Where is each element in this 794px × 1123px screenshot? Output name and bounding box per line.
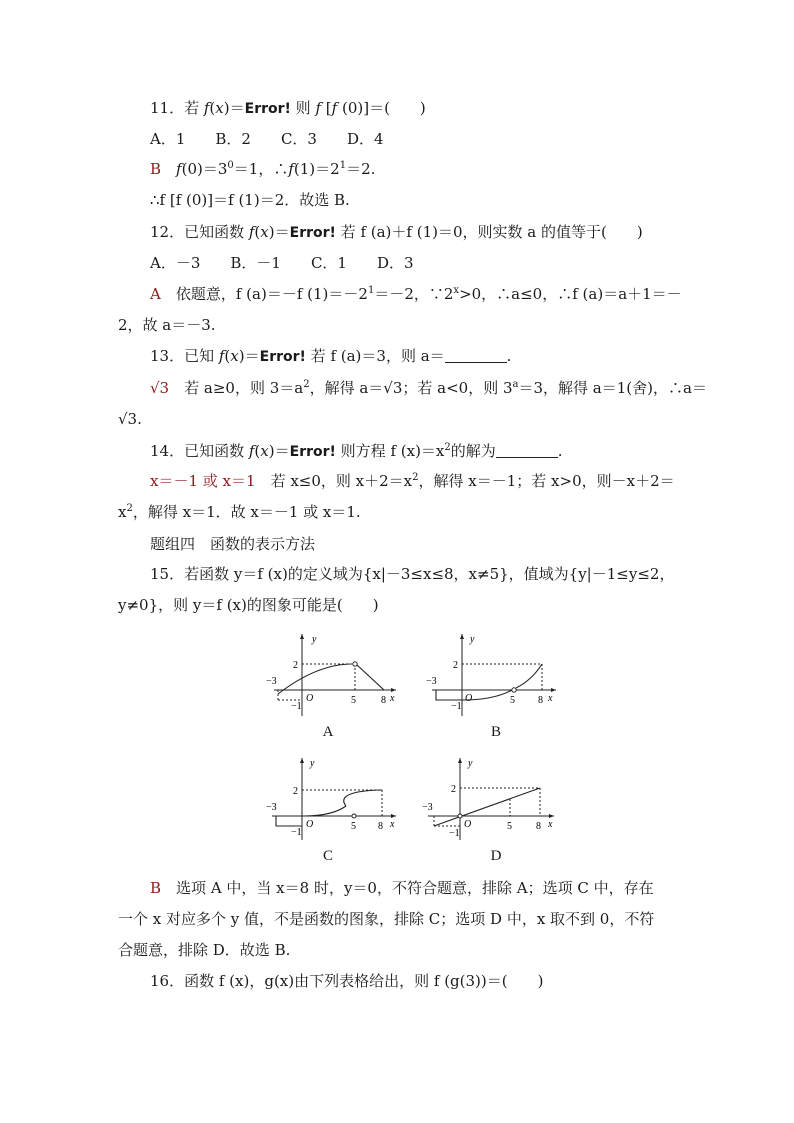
q11-solution-2: ∴f [f (0)]＝f (1)＝2．故选 B. <box>150 191 350 209</box>
graph-c-y-label: y <box>310 758 315 769</box>
q12-solution-2: 2，故 a＝－3. <box>118 316 216 334</box>
q14-stem: 14．已知函数 f(x)＝Error! 则方程 f $(x)=x^2$的解为 . <box>150 442 563 460</box>
q11-options: A．1 B．2 C．3 D．4 <box>150 130 384 148</box>
q13-solution: √3 若 a≥0，则 $3=a^2$，解得 a＝√3；若 a<0，则 $3^a=3$，解得 a＝1(舍)，∴a＝ <box>150 379 707 397</box>
graph-d-y-label: y <box>468 758 473 769</box>
graph-b-tick-8: 8 <box>538 695 543 706</box>
q14-solution-2: $x^2$，解得 x＝1．故 x＝－1 或 x＝1. <box>118 503 361 521</box>
graph-c-origin: O <box>306 819 314 830</box>
graph-c-tick-8: 8 <box>378 821 383 832</box>
graph-c-tick-neg3: −3 <box>266 802 277 813</box>
q11-solution: B $f(0)=3^0=1$，$\therefore f(1)=2^1=2$. <box>150 160 376 178</box>
graph-d <box>418 752 558 846</box>
graph-a <box>262 628 402 722</box>
graph-c <box>262 752 402 846</box>
q14-solution: x＝－1 或 x＝1 若 x≤0，则 $x+2=x^2$，解得 x＝－1；若 x>0，则－x＋2＝ <box>150 472 675 490</box>
caption-a: A <box>322 724 334 740</box>
graph-b-tick-2: 2 <box>453 660 458 671</box>
graph-a-tick-8: 8 <box>381 695 386 706</box>
graph-b-origin: O <box>465 693 473 704</box>
caption-b: B <box>490 724 501 740</box>
q14-answer-blank <box>496 443 558 458</box>
graph-c-tick-5: 5 <box>351 821 356 832</box>
graph-a-tick-5: 5 <box>351 695 356 706</box>
graph-a-tick-neg3: −3 <box>266 676 277 687</box>
graph-a-x-label: x <box>390 693 395 704</box>
caption-c: C <box>322 848 333 864</box>
graph-c-tick-neg1: −1 <box>291 827 302 838</box>
q12-solution: A 依题意，f (a)＝－f $(1)=-2^1=-2$，$\because 2^x>0$，∴a≤0，∴f (a)＝a＋1＝－ <box>150 285 682 303</box>
q15-solution-3: 合题意，排除 D．故选 B. <box>118 941 291 959</box>
graph-d-tick-neg1: −1 <box>449 828 460 839</box>
q15-solution: B 选项 A 中，当 x＝8 时，y＝0，不符合题意，排除 A；选项 C 中，存在 <box>150 879 654 897</box>
q13-stem: 13．已知 f(x)＝Error! 若 f (a)＝3，则 a＝ . <box>150 347 512 365</box>
q15-solution-2: 一个 x 对应多个 y 值，不是函数的图象，排除 C；选项 D 中，x 取不到 0，不符 <box>118 910 655 928</box>
graph-d-tick-8: 8 <box>536 821 541 832</box>
q12-options: A．－3 B．－1 C．1 D．3 <box>150 254 414 272</box>
q13-solution-2: √3. <box>118 410 142 428</box>
graph-c-tick-2: 2 <box>293 786 298 797</box>
graph-b <box>424 628 564 722</box>
graph-a-tick-2: 2 <box>293 660 298 671</box>
graph-b-y-label: y <box>470 634 475 645</box>
section-heading: 题组四 函数的表示方法 <box>150 535 316 553</box>
q16-stem: 16．函数 f (x)，g(x)由下列表格给出，则 f (g(3))＝( ) <box>150 972 544 990</box>
graph-d-tick-2: 2 <box>451 784 456 795</box>
graph-d-origin: O <box>464 819 472 830</box>
graph-d-tick-5: 5 <box>507 821 512 832</box>
q12-stem: 12．已知函数 f(x)＝Error! 若 f (a)＋f (1)＝0，则实数 a 的值等于( ) <box>150 223 643 241</box>
graph-b-tick-neg1: −1 <box>451 701 462 712</box>
graph-b-tick-neg3: −3 <box>426 676 437 687</box>
q13-answer-blank <box>445 348 507 363</box>
graph-a-tick-neg1: −1 <box>291 701 302 712</box>
q15-stem-2: y≠0}，则 y＝f (x)的图象可能是( ) <box>118 596 379 614</box>
q11-stem: 11．若 f(x)＝Error! 则 f [f (0)]＝( ) <box>150 99 426 117</box>
graph-b-x-label: x <box>548 693 553 704</box>
graph-d-x-label: x <box>548 819 553 830</box>
graph-a-origin: O <box>306 693 314 704</box>
graph-d-tick-neg3: −3 <box>422 802 433 813</box>
graph-c-x-label: x <box>390 819 395 830</box>
caption-d: D <box>490 848 502 864</box>
graph-b-tick-5: 5 <box>510 695 515 706</box>
q15-stem: 15．若函数 y＝f (x)的定义域为{x|－3≤x≤8，x≠5}，值域为{y|－1≤y≤2， <box>150 565 675 583</box>
graph-a-y-label: y <box>312 634 317 645</box>
